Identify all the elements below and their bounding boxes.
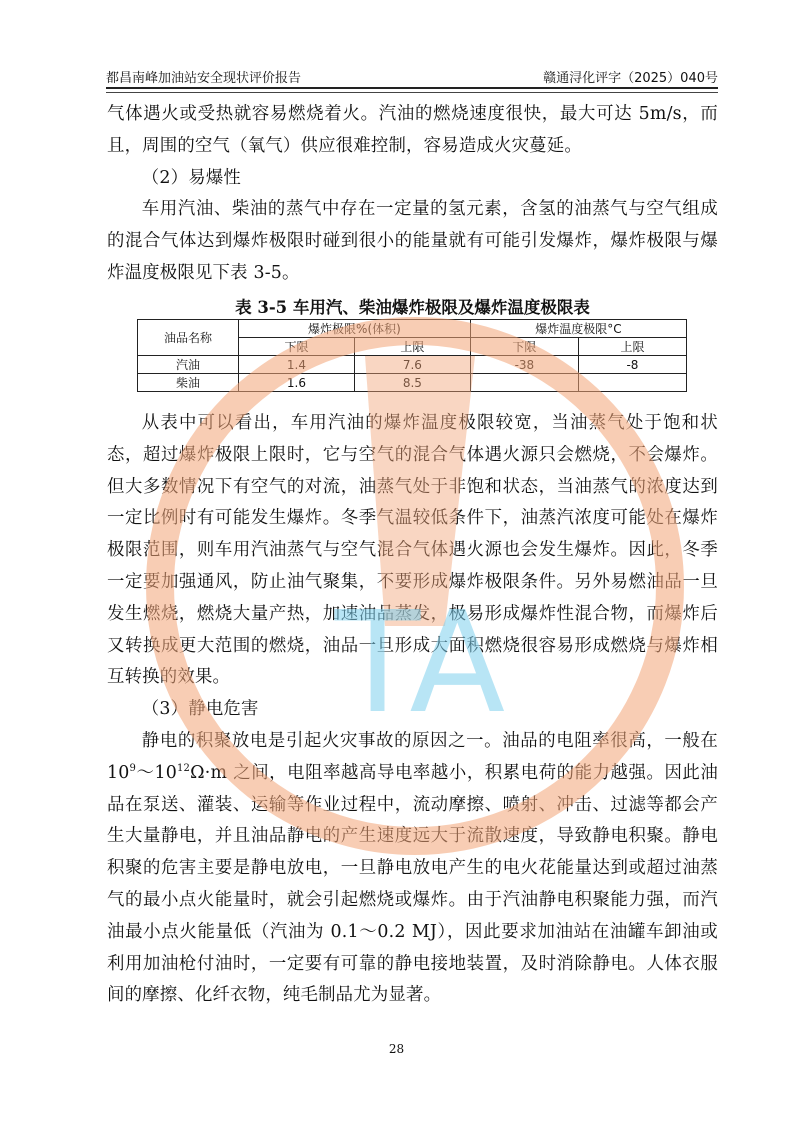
cell-value: -8 <box>578 356 686 374</box>
subheading-static-hazard: （3）静电危害 <box>141 699 259 720</box>
cell-value: -38 <box>470 356 578 374</box>
paragraph-explosiveness: 车用汽油、柴油的蒸气中存在一定量的氢元素，含氢的油蒸气与空气组成的混合气体达到爆炸极限时碰到很小的能量就有可能引发爆炸，爆炸极限与爆炸温度极限见下表 3-5。 <box>107 199 718 283</box>
header-upper-2: 上限 <box>578 338 686 356</box>
superscript: 9 <box>129 762 137 774</box>
body-section-top <box>107 99 718 290</box>
header-lower-1: 下限 <box>239 338 355 356</box>
cell-oil-name: 柴油 <box>138 374 239 392</box>
cell-value: 1.6 <box>239 374 355 392</box>
header-report-number: 赣通浔化评字（2025）040号 <box>543 71 718 86</box>
cell-value: 7.6 <box>354 356 470 374</box>
page-header <box>106 67 718 89</box>
header-rule <box>106 92 718 93</box>
header-explosion-limit: 爆炸极限%(体积) <box>239 320 471 338</box>
paragraph-static-hazard <box>107 726 718 1012</box>
paragraph-table-analysis: 从表中可以看出，车用汽油的爆炸温度极限较宽，当油蒸气处于饱和状态，超过爆炸极限上限时，它与空气的混合气体遇火源只会燃烧，不会爆炸。但大多数情况下有空气的对流，油蒸气处于非饱和状态，当油蒸气的浓度达到一定比例时有可能发生爆炸。冬季气温较低条件下，油蒸汽浓度可能处在爆炸极限范围，则车用汽油蒸气与空气混合气体遇火源也会发生爆炸。因此，冬季一定要加强通风，防止油气聚集，不要形成爆炸极限条件。另外易燃油品一旦发生燃烧，燃烧大量产热，加速油品蒸发，极易形成爆炸性混合物，而爆炸后又转换成更大范围的燃烧，油品一旦形成大面积燃烧很容易形成燃烧与爆炸相互转换的效果。 <box>107 413 718 688</box>
text-run: Ω·m 之间，电阻率越高导电率越小，积累电荷的能力越强。因此油品在泵送、灌装、运输等作业过程中，流动摩擦、喷射、冲击、过滤等都会产生大量静电，并且油品静电的产生速度远大于流散速度，导致静电积聚。静电积聚的危害主要是静电放电，一旦静电放电产生的电火花能量达到或超过油蒸气的最小点火能量时，就会引起燃烧或爆炸。由于汽油静电积聚能力强，而汽油最小点火能量低（汽油为 0.1～0.2 MJ），因此要求加油站在油罐车卸油或利用加油枪付油时，一定要有可靠的静电接地装置，及时消除静电。人体衣服间的摩擦、化纤衣物，纯毛制品尤为显著。 <box>107 762 718 1006</box>
text-run: ～10 <box>136 762 177 783</box>
table-row <box>138 374 687 392</box>
header-lower-2: 下限 <box>470 338 578 356</box>
body-section-bottom <box>107 408 718 1012</box>
cell-value: 8.5 <box>354 374 470 392</box>
subheading-explosiveness: （2）易爆性 <box>141 167 242 188</box>
cell-value: 1.4 <box>239 356 355 374</box>
cell-oil-name: 汽油 <box>138 356 239 374</box>
header-report-title: 都昌南峰加油站安全现状评价报告 <box>106 71 302 86</box>
header-oil-name: 油品名称 <box>138 320 239 356</box>
cell-value <box>470 374 578 392</box>
table-title: 表 3-5 车用汽、柴油爆炸极限及爆炸温度极限表 <box>235 298 590 317</box>
header-upper-1: 上限 <box>354 338 470 356</box>
page-number: 28 <box>388 1042 405 1056</box>
cell-value <box>578 374 686 392</box>
paragraph-flammability-end: 气体遇火或受热就容易燃烧着火。汽油的燃烧速度很快，最大可达 5m/s，而且，周围的空气（氧气）供应很难控制，容易造成火灾蔓延。 <box>107 104 718 156</box>
explosion-limit-table <box>137 319 687 392</box>
text-run: 静电的积聚放电是引起火灾事故的原因之一。油品的电阻率很高，一般在 10 <box>107 730 718 783</box>
watermark-letters: TA <box>334 582 506 745</box>
superscript: 12 <box>176 762 191 774</box>
header-explosion-temp-limit: 爆炸温度极限°C <box>470 320 686 338</box>
table-row <box>138 356 687 374</box>
